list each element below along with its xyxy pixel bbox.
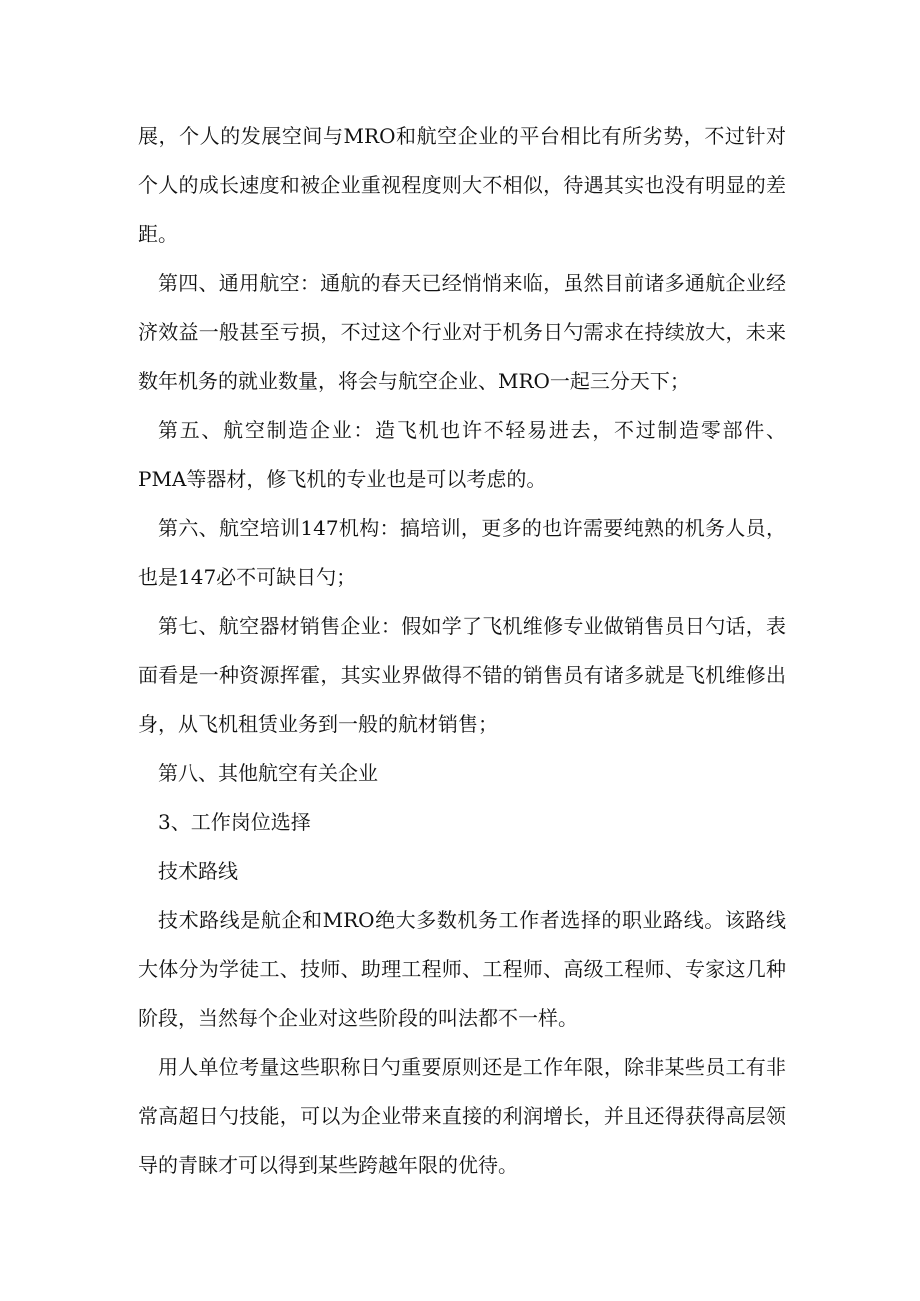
- paragraph-continuation: 展，个人的发展空间与MRO和航空企业的平台相比有所劣势，不过针对个人的成长速度和被企业重视程度则大不相似，待遇其实也没有明显的差距。: [138, 124, 786, 246]
- paragraph-equipment-sales: 第七、航空器材销售企业：假如学了飞机维修专业做销售员日勺话，表面看是一种资源挥霍，其实业界做得不错的销售员有诸多就是飞机维修出身，从飞机租赁业务到一般的航材销售；: [138, 614, 786, 736]
- subheading-technical-route: 技术路线: [158, 859, 238, 883]
- paragraph-promotion-criteria: 用人单位考量这些职称日勺重要原则还是工作年限，除非某些员工有非常高超日勺技能，可以为企业带来直接的利润增长，并且还得获得高层领导的青睐才可以得到某些跨越年限的优待。: [138, 1055, 786, 1177]
- paragraph-aviation-manufacturing: 第五、航空制造企业：造飞机也许不轻易进去，不过制造零部件、PMA等器材，修飞机的专业也是可以考虑的。: [138, 418, 786, 491]
- paragraph-other-companies: 第八、其他航空有关企业: [158, 761, 378, 785]
- paragraph-training-147: 第六、航空培训147机构：搞培训，更多的也许需要纯熟的机务人员，也是147必不可缺日勺；: [138, 516, 786, 589]
- section-heading-job-selection: 3、工作岗位选择: [158, 810, 311, 834]
- paragraph-general-aviation: 第四、通用航空：通航的春天已经悄悄来临，虽然目前诸多通航企业经济效益一般甚至亏损，不过这个行业对于机务日勺需求在持续放大，未来数年机务的就业数量，将会与航空企业、MRO一起三分天下；: [138, 271, 786, 393]
- document-body: [138, 112, 786, 1190]
- paragraph-technical-route: 技术路线是航企和MRO绝大多数机务工作者选择的职业路线。该路线大体分为学徒工、技师、助理工程师、工程师、高级工程师、专家这几种阶段，当然每个企业对这些阶段的叫法都不一样。: [138, 908, 786, 1030]
